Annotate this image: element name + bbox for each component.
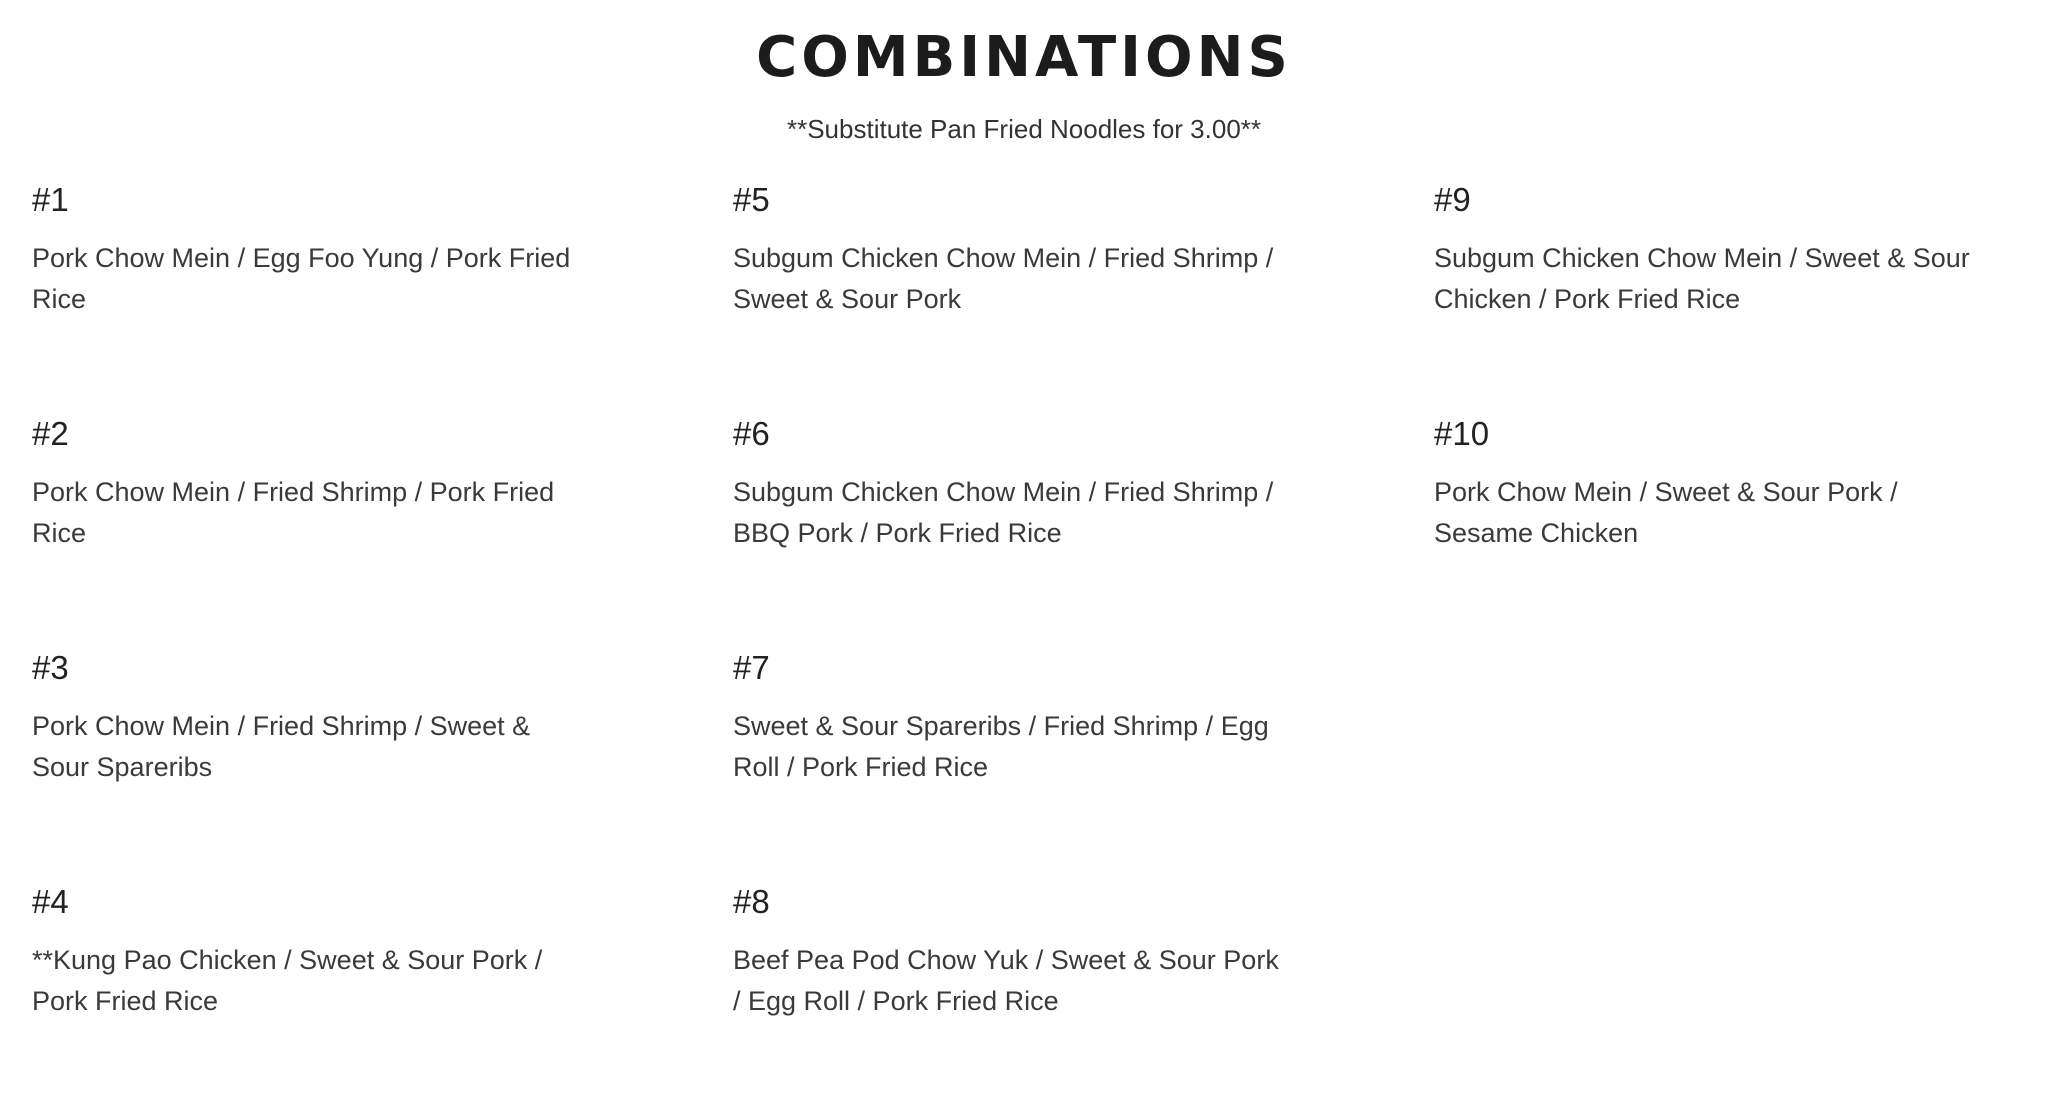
item-number: #8	[733, 883, 770, 920]
item-number: #4	[32, 883, 69, 920]
menu-column-2	[733, 180, 1293, 1116]
menu-item	[32, 882, 592, 1116]
item-number: #5	[733, 181, 770, 218]
item-description: Pork Chow Mein / Sweet & Sour Pork / Sesame Chicken	[1434, 477, 1898, 548]
item-number: #10	[1434, 415, 1490, 452]
menu-item	[32, 180, 592, 414]
menu-item	[32, 414, 592, 648]
menu-header	[0, 0, 2048, 144]
item-number: #2	[32, 415, 69, 452]
menu-item	[32, 648, 592, 882]
item-description: Subgum Chicken Chow Mein / Fried Shrimp / Sweet & Sour Pork	[733, 243, 1274, 314]
item-description: Pork Chow Mein / Egg Foo Yung / Pork Fried Rice	[32, 243, 571, 314]
menu-item	[733, 414, 1293, 648]
item-number: #9	[1434, 181, 1471, 218]
item-description: Beef Pea Pod Chow Yuk / Sweet & Sour Pork / Egg Roll / Pork Fried Rice	[733, 945, 1279, 1016]
item-description: Sweet & Sour Spareribs / Fried Shrimp / Egg Roll / Pork Fried Rice	[733, 711, 1269, 782]
menu-item	[733, 648, 1293, 882]
item-description: Subgum Chicken Chow Mein / Sweet & Sour Chicken / Pork Fried Rice	[1434, 243, 1970, 314]
item-number: #6	[733, 415, 770, 452]
substitution-note: **Substitute Pan Fried Noodles for 3.00**	[786, 114, 1262, 144]
item-number: #3	[32, 649, 69, 686]
item-description: Subgum Chicken Chow Mein / Fried Shrimp / BBQ Pork / Pork Fried Rice	[733, 477, 1274, 548]
item-description: **Kung Pao Chicken / Sweet & Sour Pork / Pork Fried Rice	[32, 945, 543, 1016]
item-number: #7	[733, 649, 770, 686]
item-description: Pork Chow Mein / Fried Shrimp / Sweet & Sour Spareribs	[32, 711, 531, 782]
menu-item	[733, 180, 1293, 414]
menu-item	[733, 882, 1293, 1116]
menu-item	[1434, 180, 1994, 414]
item-description: Pork Chow Mein / Fried Shrimp / Pork Fried Rice	[32, 477, 555, 548]
menu-column-3	[1434, 180, 1994, 648]
item-number: #1	[32, 181, 69, 218]
menu-item	[1434, 414, 1994, 648]
menu-title: COMBINATIONS	[756, 25, 1292, 90]
menu-column-1	[32, 180, 592, 1116]
